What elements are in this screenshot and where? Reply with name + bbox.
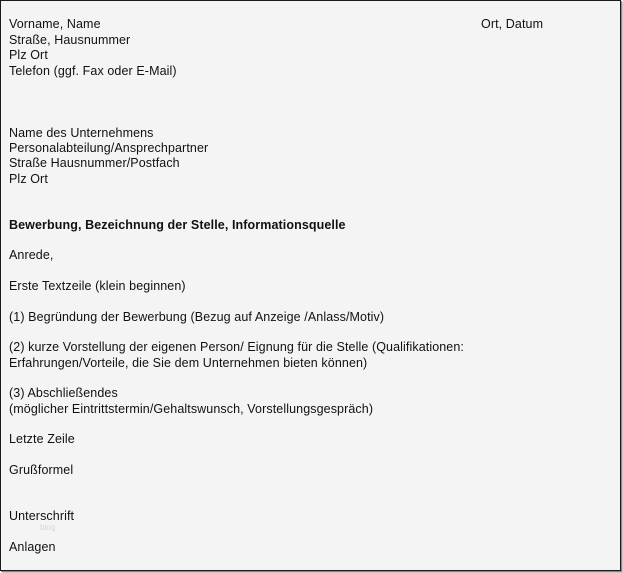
paragraph-line: (2) kurze Vorstellung der eigenen Person/ Eignung für die Stelle (Qualifikationen: [9, 340, 464, 354]
closing-formula: Grußformel [9, 463, 74, 477]
last-line: Letzte Zeile [9, 432, 75, 446]
paragraph-line: Erfahrungen/Vorteile, die Sie dem Unternehmen bieten können) [9, 356, 368, 370]
place-date: Ort, Datum [481, 17, 544, 31]
sender-street: Straße, Hausnummer [9, 33, 131, 47]
recipient-company: Name des Unternehmens [9, 126, 154, 140]
paragraph-line: (möglicher Eintrittstermin/Gehaltswunsch, Vorstellungsgespräch) [9, 402, 374, 416]
watermark: blog [40, 523, 56, 532]
subject-line: Bewerbung, Bezeichnung der Stelle, Informationsquelle [9, 218, 346, 232]
sender-name: Vorname, Name [9, 17, 101, 31]
first-text-line: Erste Textzeile (klein beginnen) [9, 279, 186, 293]
recipient-city: Plz Ort [9, 172, 48, 186]
salutation: Anrede, [9, 248, 54, 262]
signature: Unterschrift [9, 509, 75, 523]
sender-city: Plz Ort [9, 48, 48, 62]
paragraph-line: (3) Abschließendes [9, 386, 118, 400]
sender-contact: Telefon (ggf. Fax oder E-Mail) [9, 64, 177, 78]
paragraph-line: (1) Begründung der Bewerbung (Bezug auf Anzeige /Anlass/Motiv) [9, 310, 385, 324]
recipient-department: Personalabteilung/Ansprechpartner [9, 141, 209, 155]
recipient-street: Straße Hausnummer/Postfach [9, 156, 180, 170]
attachments: Anlagen [9, 540, 56, 554]
